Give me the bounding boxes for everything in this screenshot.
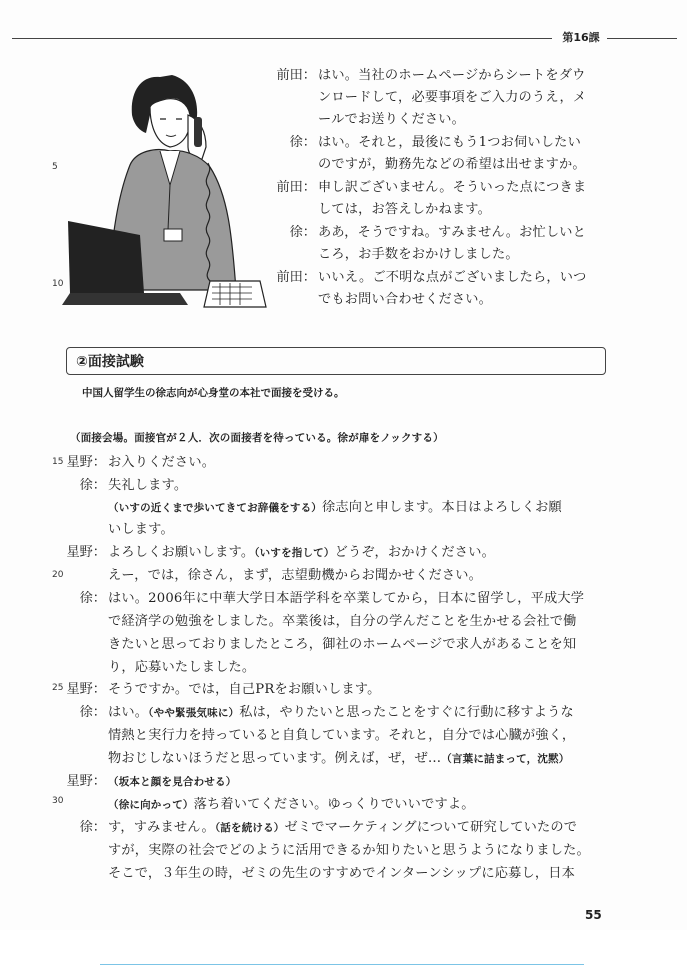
dialogue-line	[108, 703, 574, 723]
dialogue-line: はい。2006年に中華大学日本語学科を卒業してから，日本に留学し，平成大学	[108, 591, 585, 606]
speaker-maeda: 前田：	[276, 68, 316, 83]
dialogue-text: す，すみません。	[108, 820, 215, 835]
dialogue-line: でもお問い合わせください。	[318, 292, 493, 307]
header-rule-left	[12, 38, 552, 39]
line-number-5: 5	[52, 162, 58, 172]
dialogue-line: はい。当社のホームページからシートをダウ	[318, 68, 586, 83]
section-intro: 中国人留学生の徐志向が心身堂の本社で面接を受ける。	[82, 387, 345, 399]
dialogue-line: 失礼します。	[108, 478, 188, 493]
speaker-xu: 徐：	[79, 478, 106, 493]
dialogue-text: 徐志向と申します。本日はよろしくお願	[322, 500, 562, 515]
speaker-hoshino: 星野：	[66, 545, 106, 560]
dialogue-text: 落ち着いてください。ゆっくりでいいですよ。	[193, 797, 475, 812]
dialogue-line: えー，では，徐さん，まず，志望動機からお聞かせください。	[108, 568, 483, 583]
dialogue-text: どうぞ，おかけください。	[334, 545, 495, 560]
speaker-hoshino: 星野：	[66, 455, 106, 470]
stage-direction: （やや緊張気味に）	[148, 707, 240, 719]
dialogue-text: よろしくお願いします。	[108, 545, 255, 560]
lesson-label: 第16課	[562, 31, 600, 44]
dialogue-line: そこで，３年生の時，ゼミの先生のすすめでインターンシップに応募し，日本	[108, 866, 576, 881]
dialogue-text: 物おじしないほうだと思っています。例えば，ぜ，ぜ…	[108, 751, 442, 766]
dialogue-line: り，応募いたしました。	[108, 660, 256, 675]
dialogue-line	[108, 498, 562, 518]
line-number-30: 30	[52, 796, 64, 806]
speaker-hoshino: 星野：	[66, 774, 106, 789]
dialogue-line: で経済学の勉強をしました。卒業後は，自分の学んだことを生かせる会社で働	[108, 614, 577, 629]
dialogue-line: いします。	[108, 522, 174, 537]
dialogue-text: ゼミでマーケティングについて研究していたので	[284, 820, 578, 835]
stage-direction: （徐に向かって）	[108, 799, 194, 811]
phone-call-illustration	[60, 55, 270, 310]
dialogue-line	[108, 818, 577, 838]
stage-direction: （面接会場。面接官が２人．次の面接者を待っている。徐が扉をノックする）	[70, 432, 444, 444]
dialogue-line: ああ，そうですね。すみません。お忙しいと	[318, 225, 587, 240]
stage-direction: （坂本と顔を見合わせる）	[108, 776, 237, 788]
stage-direction: （いすの近くまで歩いてきてお辞儀をする）	[108, 502, 322, 514]
header-rule-right	[607, 38, 677, 39]
dialogue-line: しては，お答えしかねます。	[318, 202, 491, 217]
speaker-xu: 徐：	[79, 705, 106, 720]
dialogue-line: ールでお送りください。	[318, 112, 465, 127]
speaker-maeda: 前田：	[276, 180, 316, 195]
line-number-25: 25	[52, 683, 64, 693]
speaker-xu: 徐：	[289, 225, 316, 240]
dialogue-text: はい。	[108, 705, 149, 720]
speaker-xu: 徐：	[79, 820, 106, 835]
line-number-15: 15	[52, 457, 64, 467]
dialogue-line: そうですか。では，自己PRをお願いします。	[108, 682, 381, 697]
line-number-10: 10	[52, 279, 64, 289]
dialogue-line: のですが，勤務先などの希望は出せますか。	[318, 157, 586, 172]
speaker-xu: 徐：	[79, 591, 106, 606]
dialogue-line: ころ，お手数をおかけしました。	[318, 247, 519, 262]
section-title: ②面接試験	[76, 354, 144, 370]
dialogue-text: 私は，やりたいと思ったことをすぐに行動に移すような	[239, 705, 574, 720]
stage-direction: （言葉に詰まって，沈黙）	[441, 753, 570, 765]
dialogue-line: お入りください。	[108, 455, 216, 470]
dialogue-line: いいえ。ご不明な点がございましたら，いつ	[318, 270, 587, 285]
dialogue-line: ンロードして，必要事項をご入力のうえ，メ	[318, 90, 587, 105]
dialogue-line: はい。それと，最後にもう1つお伺いしたい	[318, 135, 581, 150]
dialogue-line: すが，実際の社会でどのように活用できるか知りたいと思うようになりました。	[108, 843, 590, 858]
dialogue-line: 申し訳ございません。そういった点につきま	[318, 180, 587, 195]
dialogue-line: きたいと思っておりましたところ，御社のホームページで求人があることを知	[108, 637, 577, 652]
dialogue-line	[108, 543, 495, 563]
dialogue-line	[108, 749, 569, 769]
section-heading-box	[66, 347, 606, 375]
page-number: 55	[585, 908, 602, 922]
footer-divider	[100, 964, 584, 965]
dialogue-line	[108, 795, 475, 815]
stage-direction: （話を続ける）	[214, 822, 285, 834]
speaker-maeda: 前田：	[276, 270, 316, 285]
speaker-xu: 徐：	[289, 135, 316, 150]
line-number-20: 20	[52, 570, 64, 580]
dialogue-line: 情熱と実行力を持っていると自負しています。それと，自分では心臓が強く，	[108, 728, 576, 743]
stage-direction: （いすを指して）	[254, 547, 335, 559]
speaker-hoshino: 星野：	[66, 682, 106, 697]
